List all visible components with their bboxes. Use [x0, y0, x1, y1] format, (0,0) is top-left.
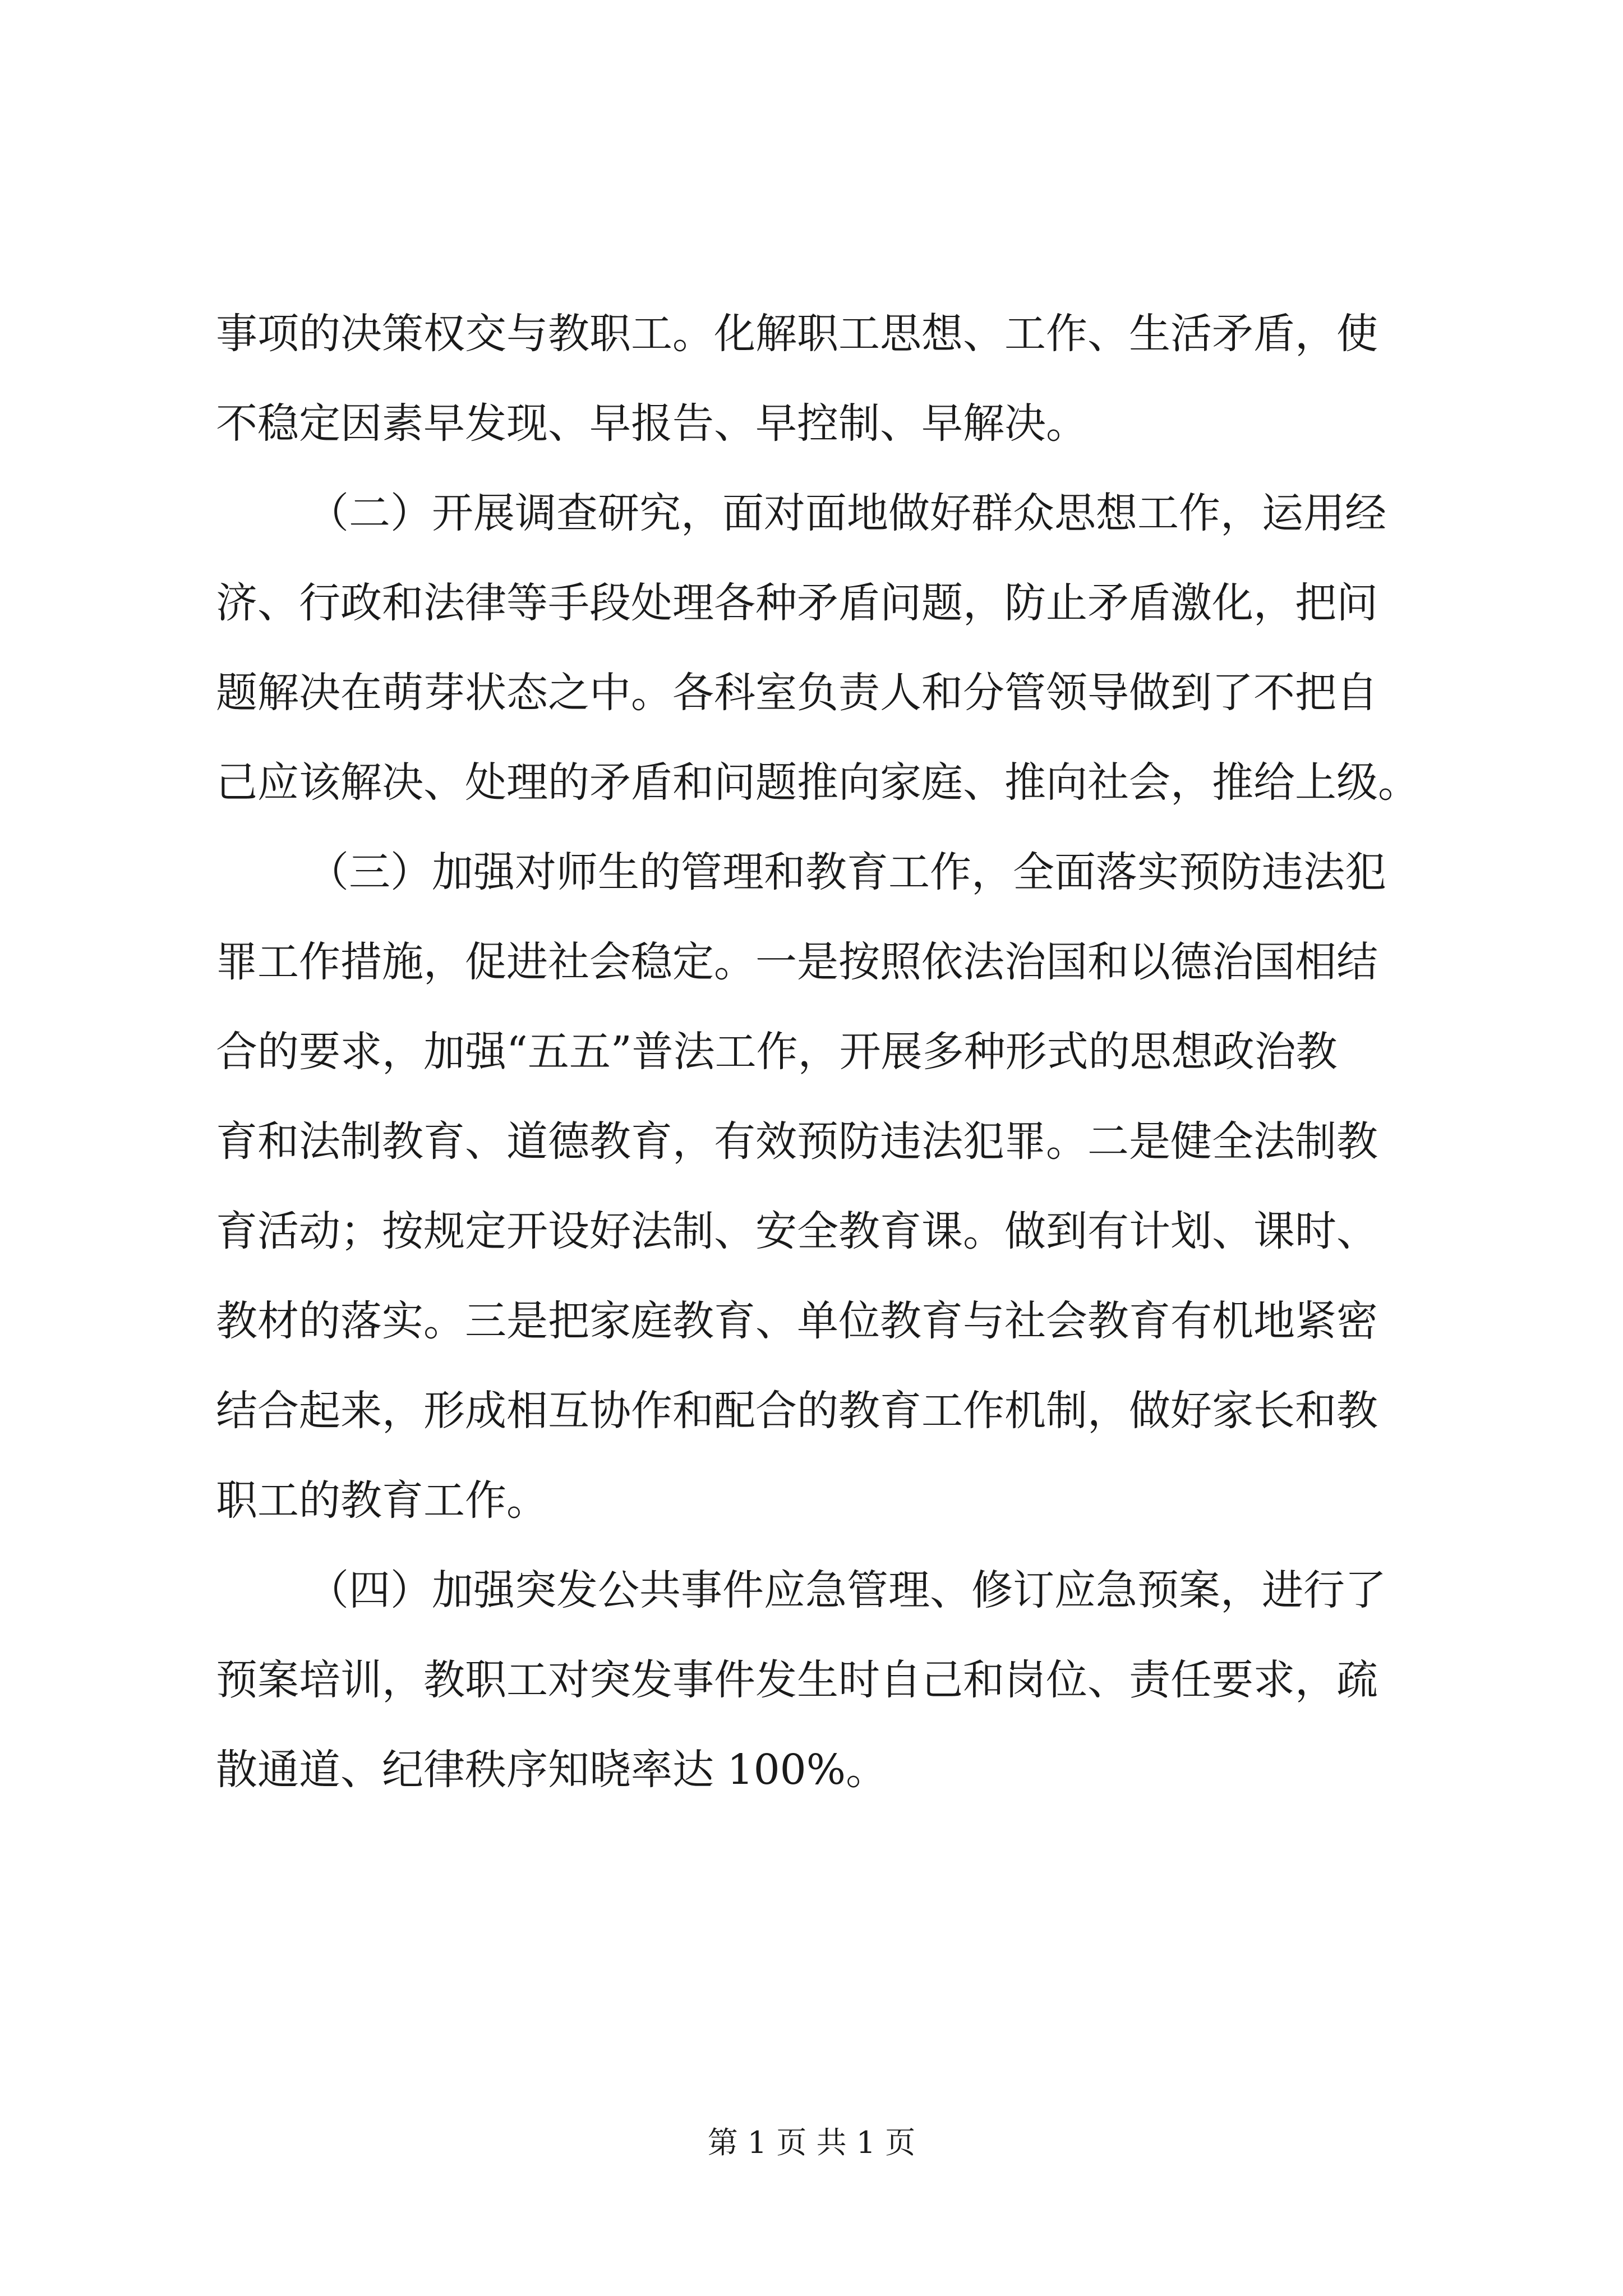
text-line-16: 预案培训，教职工对突发事件发生时自己和岗位、责任要求，疏 [216, 1656, 1378, 1704]
text-line-12: 教材的落实。三是把家庭教育、单位教育与社会教育有机地紧密 [216, 1297, 1378, 1345]
text-line-2: 不稳定因素早发现、早报告、早控制、早解决。 [216, 399, 1087, 448]
text-line-10: 育和法制教育、道德教育，有效预防违法犯罪。二是健全法制教 [216, 1117, 1378, 1166]
text-line-11: 育活动；按规定开设好法制、安全教育课。做到有计划、课时、 [216, 1207, 1378, 1255]
text-line-15: （四）加强突发公共事件应急管理、修订应急预案，进行了 [307, 1566, 1386, 1614]
text-line-13: 结合起来，形成相互协作和配合的教育工作机制，做好家长和教 [216, 1387, 1378, 1435]
text-line-6: 己应该解决、处理的矛盾和问题推向家庭、推向社会，推给上级。 [216, 758, 1419, 807]
text-line-14: 职工的教育工作。 [216, 1476, 548, 1525]
text-line-7: （三）加强对师生的管理和教育工作，全面落实预防违法犯 [307, 848, 1386, 896]
text-line-4: 济、行政和法律等手段处理各种矛盾问题，防止矛盾激化，把问 [216, 579, 1378, 627]
text-line-1: 事项的决策权交与教职工。化解职工思想、工作、生活矛盾，使 [216, 310, 1378, 358]
text-line-8: 罪工作措施，促进社会稳定。一是按照依法治国和以德治国相结 [216, 938, 1378, 986]
text-line-9: 合的要求，加强“五五”普法工作，开展多种形式的思想政治教 [216, 1028, 1338, 1076]
text-line-3: （二）开展调查研究，面对面地做好群众思想工作，运用经 [307, 489, 1386, 537]
text-line-17: 散通道、纪律秩序知晓率达 100%。 [216, 1746, 888, 1794]
page-footer: 第 1 页 共 1 页 [707, 2125, 916, 2160]
text-line-5: 题解决在萌芽状态之中。各科室负责人和分管领导做到了不把自 [216, 669, 1378, 717]
